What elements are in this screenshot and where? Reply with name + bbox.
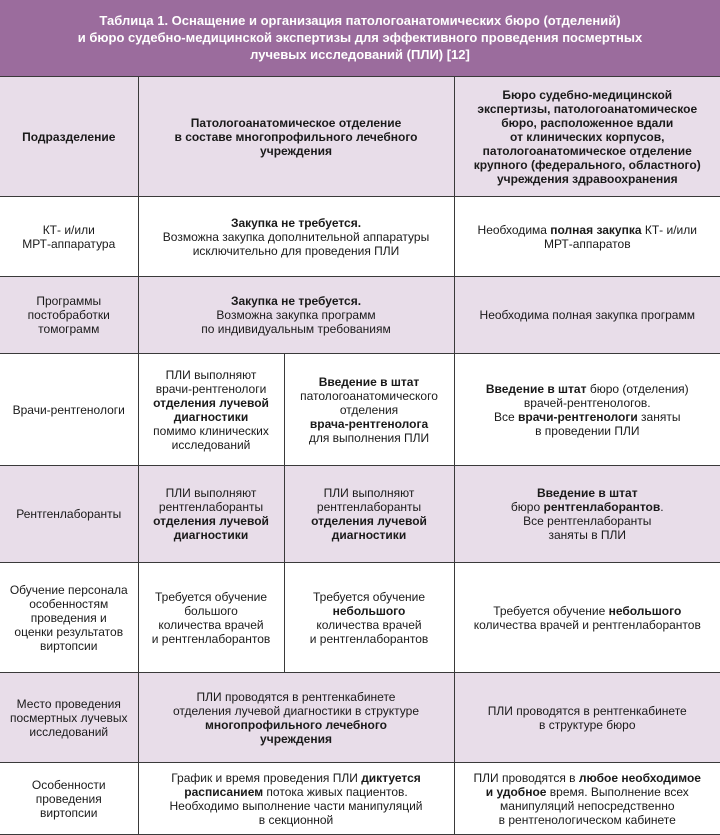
table-row-radiologists xyxy=(0,354,720,466)
emphasis-text: диктуется xyxy=(361,770,421,785)
cell-line: исключительно для проведения ПЛИ xyxy=(192,243,400,258)
emphasis-text: полная закупка xyxy=(550,222,642,237)
emphasis-text: Введение в штат xyxy=(536,486,638,500)
row-label-line: проведения xyxy=(35,791,102,806)
emphasis-text: отделения лучевой xyxy=(153,395,269,410)
cell-text: бюро xyxy=(510,500,544,514)
cell-line: ПЛИ проводятся в рентгенкабинете xyxy=(487,703,687,718)
cell-line: количества врачей и рентгенлаборантов xyxy=(473,617,701,632)
row-label-training xyxy=(0,563,138,673)
cell-line: патологоанатомического xyxy=(300,388,438,403)
table-row-place xyxy=(0,673,720,763)
emphasis-text: диагностики xyxy=(331,528,407,542)
table-header-row xyxy=(0,77,720,197)
cell-line: по индивидуальным требованиям xyxy=(201,322,391,336)
emphasis-text: многопрофильного лечебного xyxy=(205,717,387,732)
row-label-features xyxy=(0,763,138,835)
cell-line: Необходима полная закупка программ xyxy=(479,308,695,322)
cell-technicians-staff xyxy=(284,466,454,563)
row-label-line: виртопсии xyxy=(40,638,98,653)
emphasis-text: учреждения xyxy=(260,731,332,746)
cell-line: ПЛИ выполняют xyxy=(323,486,415,500)
header-pathology-line: в составе многопрофильного лечебного xyxy=(174,129,418,144)
emphasis-text: Закупка не требуется. xyxy=(230,294,362,308)
cell-line: ПЛИ выполняют xyxy=(165,367,257,382)
cell-line: помимо клинических xyxy=(153,423,269,438)
header-pathology xyxy=(138,77,454,197)
table-row-technicians xyxy=(0,466,720,563)
row-label-radiologists xyxy=(0,354,138,466)
cell-line: ПЛИ проводятся в рентгенкабинете xyxy=(196,689,396,704)
cell-text: Требуется обучение xyxy=(493,603,609,618)
header-bureau-line: бюро, расположенное вдали xyxy=(501,115,674,130)
cell-line: ПЛИ выполняют xyxy=(165,486,257,500)
cell-training-current xyxy=(138,563,284,673)
emphasis-text: Введение в штат xyxy=(485,381,587,396)
row-label-line: МРТ-аппаратура xyxy=(22,236,116,251)
cell-radiologists-bureau xyxy=(454,354,720,466)
header-bureau-line: экспертизы, патологоанатомическое xyxy=(477,101,698,116)
cell-line: Возможна закупка дополнительной аппаратуры xyxy=(162,229,430,244)
row-label-line: проведения и xyxy=(30,610,107,625)
caption-line: и бюро судебно-медицинской экспертизы для эффективного проведения посмертных xyxy=(77,30,643,45)
cell-line: и рентгенлаборантов xyxy=(309,631,429,646)
cell-text: Необходима xyxy=(477,222,551,237)
cell-line: МРТ-аппаратов xyxy=(543,236,631,251)
header-bureau-line: Бюро судебно-медицинской xyxy=(502,87,673,102)
cell-text: бюро (отделения) xyxy=(586,381,689,396)
cell-line: большого xyxy=(184,603,238,618)
cell-text: ПЛИ проводятся в xyxy=(473,770,579,785)
caption-line: лучевых исследований (ПЛИ) [12] xyxy=(250,47,470,62)
cell-line: заняты в ПЛИ xyxy=(548,528,627,542)
cell-line: врачи-рентгенологи xyxy=(155,381,267,396)
cell-line: Необходимо выполнение части манипуляций xyxy=(169,798,423,813)
emphasis-text: любое необходимое xyxy=(578,770,701,785)
cell-line: врачей-рентгенологов. xyxy=(523,395,651,410)
emphasis-text: Закупка не требуется. xyxy=(230,215,362,230)
cell-line: для выполнения ПЛИ xyxy=(308,430,430,445)
header-pathology-line: учреждения xyxy=(260,143,332,158)
row-label-line: постобработки xyxy=(27,308,110,322)
row-label-line: виртопсии xyxy=(40,805,98,820)
emphasis-text: отделения лучевой xyxy=(153,514,269,528)
cell-line: рентгенлаборанты xyxy=(158,500,264,514)
emphasis-text: диагностики xyxy=(173,528,249,542)
row-label-line: Врачи-рентгенологи xyxy=(12,402,125,417)
cell-line: в структуре бюро xyxy=(539,717,636,732)
header-bureau xyxy=(454,77,720,197)
row-label-line: Обучение персонала xyxy=(9,582,128,597)
header-bureau-line: патологоанатомическое отделение xyxy=(482,143,692,158)
cell-place-bureau xyxy=(454,673,720,763)
row-label-software xyxy=(0,277,138,354)
cell-training-bureau xyxy=(454,563,720,673)
row-label-technicians xyxy=(0,466,138,563)
cell-technicians-current xyxy=(138,466,284,563)
cell-line: отделения xyxy=(339,402,399,417)
row-label-line: посмертных лучевых xyxy=(9,710,128,725)
cell-line: Требуется обучение xyxy=(154,589,268,604)
cell-text: График и время проведения ПЛИ xyxy=(171,770,362,785)
cell-text: . xyxy=(660,500,664,514)
cell-line: в проведении ПЛИ xyxy=(535,423,640,438)
emphasis-text: врача-рентгенолога xyxy=(309,416,429,431)
row-label-line: исследований xyxy=(29,724,109,739)
caption-line: Таблица 1. Оснащение и организация патологоанатомических бюро (отделений) xyxy=(99,13,621,28)
cell-software-bureau xyxy=(454,277,720,354)
emphasis-text: небольшого xyxy=(608,603,682,618)
emphasis-text: рентгенлаборантов xyxy=(543,500,661,514)
header-subdivision-text: Подразделение xyxy=(22,129,116,144)
emphasis-text: отделения лучевой xyxy=(311,514,427,528)
cell-radiologists-staff xyxy=(284,354,454,466)
emphasis-text: небольшого xyxy=(332,603,406,618)
row-label-line: Рентгенлаборанты xyxy=(16,507,122,521)
cell-line: Требуется обучение xyxy=(312,589,426,604)
table-caption xyxy=(0,0,720,76)
row-label-line: Особенности xyxy=(31,777,106,792)
cell-features-pathology xyxy=(138,763,454,835)
row-label-line: оценки результатов xyxy=(14,624,124,639)
row-label-ct-mri xyxy=(0,197,138,277)
header-subdivision xyxy=(0,77,138,197)
row-label-line: КТ- и/или xyxy=(42,222,95,237)
emphasis-text: Введение в штат xyxy=(318,374,420,389)
header-pathology-line: Патологоанатомическое отделение xyxy=(190,115,402,130)
cell-text: заняты xyxy=(637,409,681,424)
table-row-software xyxy=(0,277,720,354)
cell-ct-bureau xyxy=(454,197,720,277)
cell-line: Возможна закупка программ xyxy=(216,308,376,322)
emphasis-text: и удобное xyxy=(485,784,547,799)
row-label-place xyxy=(0,673,138,763)
row-label-line: особенностям xyxy=(29,596,109,611)
cell-radiologists-current xyxy=(138,354,284,466)
cell-line: и рентгенлаборантов xyxy=(151,631,271,646)
cell-technicians-bureau xyxy=(454,466,720,563)
cell-line: Все рентгенлаборанты xyxy=(523,514,652,528)
cell-features-bureau xyxy=(454,763,720,835)
cell-training-staff xyxy=(284,563,454,673)
cell-line: количества врачей xyxy=(316,617,422,632)
header-bureau-line: крупного (федерального, областного) xyxy=(473,157,701,172)
cell-line: в секционной xyxy=(258,812,334,827)
emphasis-text: врачи-рентгенологи xyxy=(518,409,638,424)
emphasis-text: расписанием xyxy=(184,784,264,799)
cell-line: исследований xyxy=(171,437,251,452)
emphasis-text: диагностики xyxy=(173,409,249,424)
table-row-features xyxy=(0,763,720,835)
cell-text: потока живых пациентов. xyxy=(263,784,408,799)
header-bureau-line: учреждения здравоохранения xyxy=(496,171,678,186)
cell-text: время. Выполнение всех xyxy=(546,784,689,799)
cell-software-pathology xyxy=(138,277,454,354)
row-label-line: Программы xyxy=(36,294,102,308)
header-bureau-line: от клинических корпусов, xyxy=(510,129,665,144)
cell-line: отделения лучевой диагностики в структуре xyxy=(172,703,420,718)
table-row-training xyxy=(0,563,720,673)
cell-place-pathology xyxy=(138,673,454,763)
cell-line: в рентгенологическом кабинете xyxy=(498,812,676,827)
cell-text: Все xyxy=(494,409,519,424)
cell-line: манипуляций непосредственно xyxy=(500,798,675,813)
row-label-line: томограмм xyxy=(38,322,100,336)
comparison-table xyxy=(0,76,720,835)
cell-text: КТ- и/или xyxy=(641,222,697,237)
cell-line: рентгенлаборанты xyxy=(316,500,422,514)
cell-line: количества врачей xyxy=(158,617,264,632)
table-row-ct-mri xyxy=(0,197,720,277)
cell-ct-pathology xyxy=(138,197,454,277)
row-label-line: Место проведения xyxy=(16,696,121,711)
